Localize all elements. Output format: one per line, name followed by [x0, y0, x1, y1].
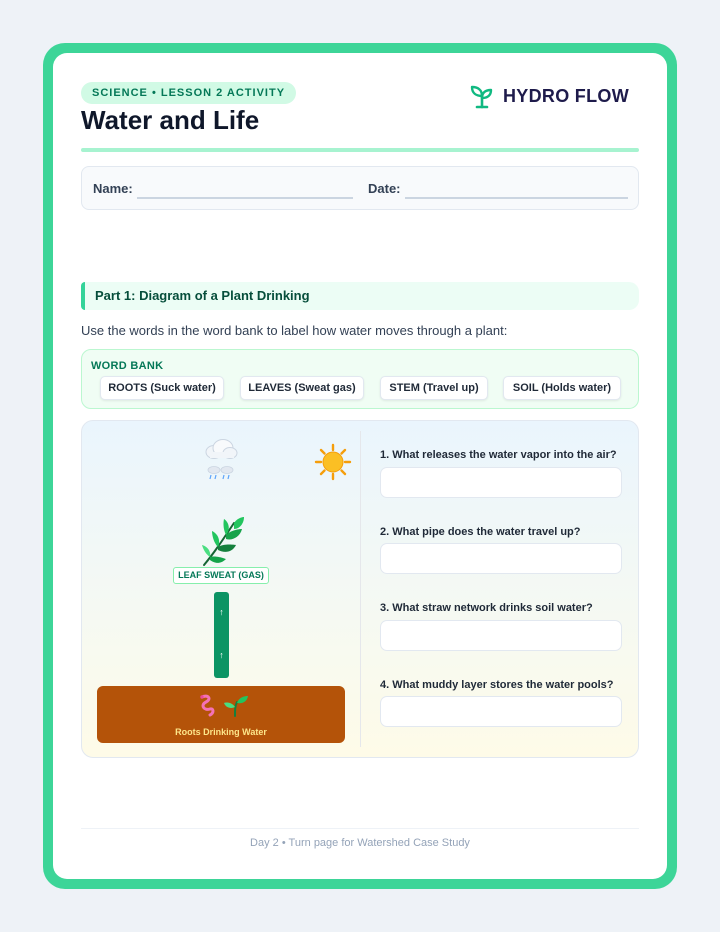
brand-name: HYDRO FLOW	[503, 85, 629, 106]
sprout-icon	[469, 83, 495, 109]
question-1: 1. What releases the water vapor into the air?	[380, 449, 617, 461]
answer-field-1[interactable]	[380, 467, 622, 498]
cloud-icon	[204, 438, 238, 460]
leaf-label: LEAF SWEAT (GAS)	[173, 567, 269, 584]
soil-layer	[97, 686, 345, 743]
word-bank	[81, 349, 639, 409]
part1-instructions: Use the words in the word bank to label how water moves through a plant:	[81, 323, 508, 338]
part1-heading: Part 1: Diagram of a Plant Drinking	[81, 282, 639, 310]
header-divider	[81, 148, 639, 152]
soil-label: Roots Drinking Water	[175, 727, 267, 737]
lesson-badge: SCIENCE • LESSON 2 ACTIVITY	[81, 82, 296, 104]
stem-arrow-lower: ↑	[219, 650, 224, 660]
worksheet	[53, 53, 667, 879]
seedling-icon	[223, 693, 249, 717]
date-label: Date:	[368, 181, 401, 196]
question-4: 4. What muddy layer stores the water pools?	[380, 679, 614, 691]
answer-field-4[interactable]	[380, 696, 622, 727]
worm-icon	[196, 693, 218, 717]
page-title: Water and Life	[81, 105, 260, 135]
name-field[interactable]	[137, 197, 353, 199]
footer-text: Day 2 • Turn page for Watershed Case Study	[250, 837, 470, 849]
stem	[214, 592, 229, 678]
name-label: Name:	[93, 181, 133, 196]
student-info-box	[81, 166, 639, 210]
question-2: 2. What pipe does the water travel up?	[380, 526, 581, 538]
answer-field-2[interactable]	[380, 543, 622, 574]
question-3: 3. What straw network drinks soil water?	[380, 602, 593, 614]
word-chip-roots: ROOTS (Suck water)	[100, 376, 224, 400]
leaf-icon	[196, 515, 246, 567]
word-bank-title: WORD BANK	[91, 360, 164, 372]
brand-logo	[469, 83, 629, 109]
answer-field-3[interactable]	[380, 620, 622, 651]
stem-arrow-upper: ↑	[219, 607, 224, 617]
diagram-divider	[360, 431, 361, 747]
page-frame	[43, 43, 677, 889]
footer-divider	[81, 828, 639, 829]
sun-icon	[314, 443, 352, 481]
word-chip-stem: STEM (Travel up)	[380, 376, 488, 400]
word-chip-soil: SOIL (Holds water)	[503, 376, 621, 400]
word-chip-leaves: LEAVES (Sweat gas)	[240, 376, 364, 400]
rain-icon	[206, 465, 236, 481]
plant-diagram	[81, 420, 639, 758]
date-field[interactable]	[405, 197, 628, 199]
